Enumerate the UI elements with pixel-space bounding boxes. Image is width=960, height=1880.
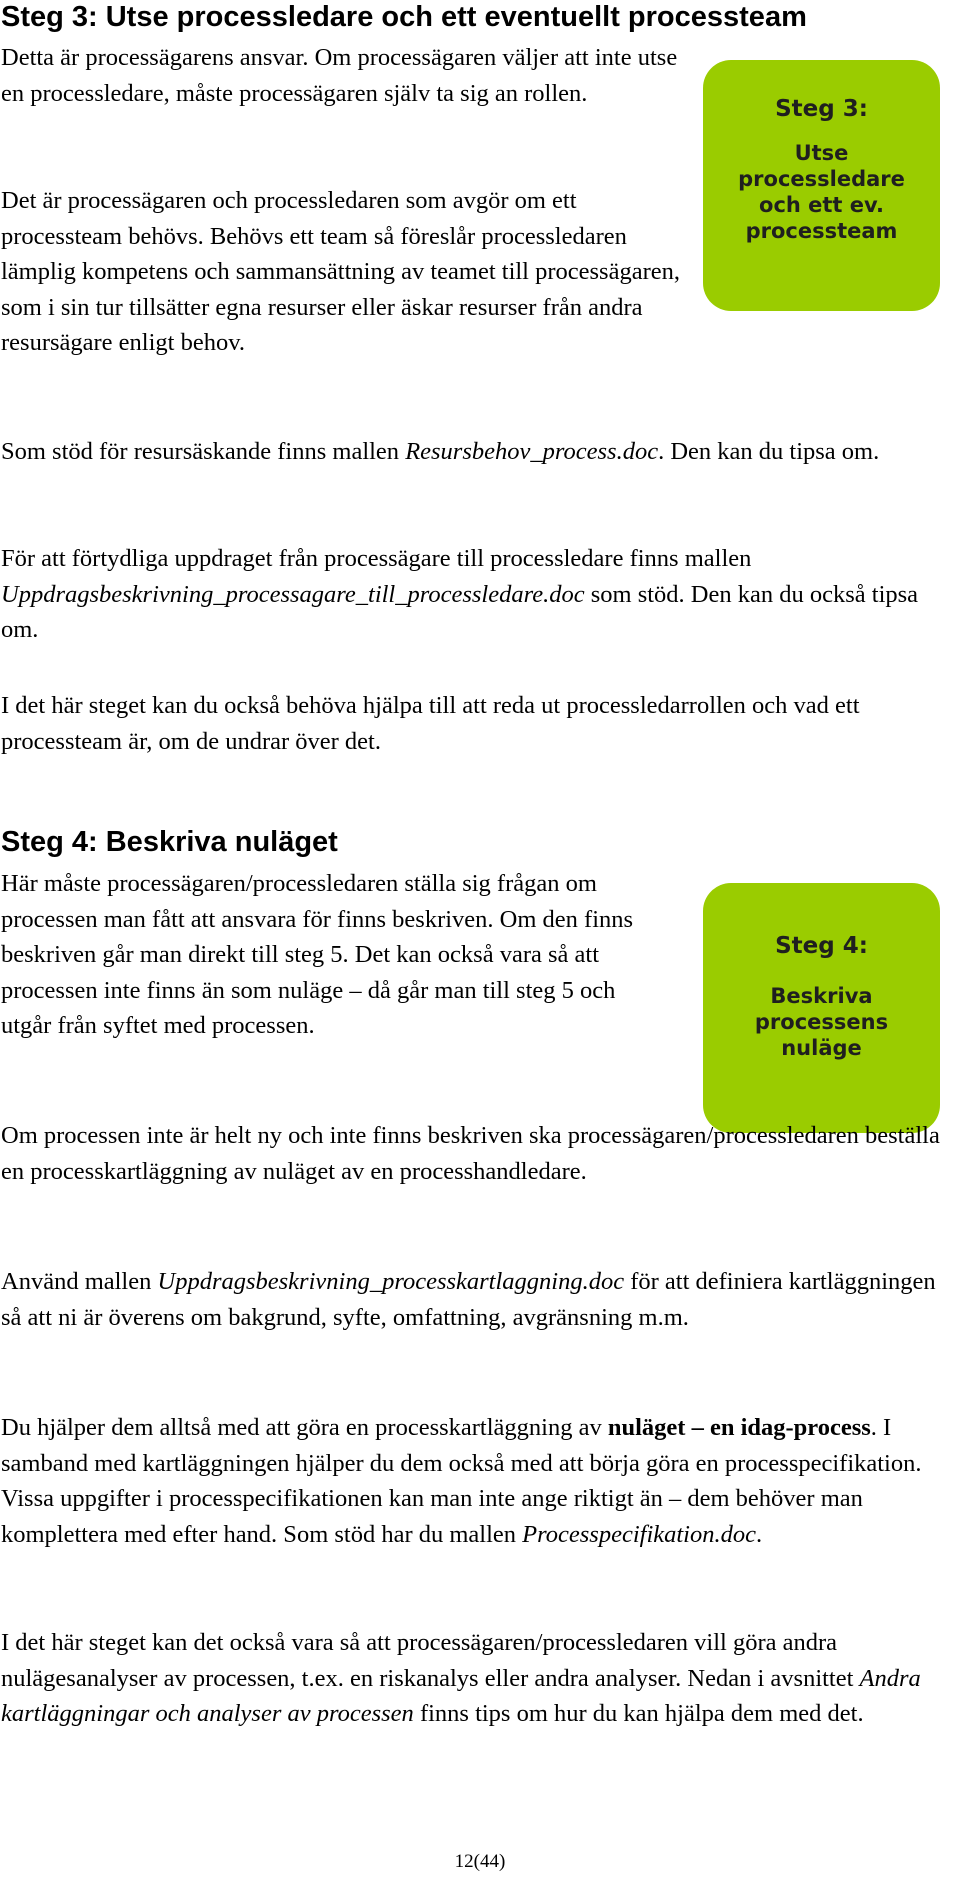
step3-heading: Steg 3: Utse processledare och ett eventuellt processteam xyxy=(1,1,807,33)
step4-badge-line: Beskriva xyxy=(770,984,873,1008)
step4-paragraph-3: Använd mallen Uppdragsbeskrivning_processkartlaggning.doc för att definiera kartläggningen så att ni är överens om bakgrund, syfte, omfattning, avgränsning m.m. xyxy=(1,1268,936,1331)
step4-paragraph-4: Du hjälper dem alltså med att göra en processkartläggning av nuläget – en idag-process. I samband med kartläggningen hjälper du dem också med att börja göra en processpecifikation. Vissa uppgifter i processpecifikationen kan man inte ange riktigt än – dem behöver man komplettera med efter hand. Som stöd har du mallen Processpecifikation.doc. xyxy=(1,1414,922,1548)
step4-heading: Steg 4: Beskriva nuläget xyxy=(1,826,338,858)
step3-badge-line: processteam xyxy=(745,219,898,243)
file-reference: Uppdragsbeskrivning_processkartlaggning.doc xyxy=(157,1268,625,1295)
step3-badge-line: Utse xyxy=(794,141,849,165)
page-number: 12(44) xyxy=(454,1851,506,1872)
step4-badge-line: processens xyxy=(754,1010,889,1034)
step3-paragraph-2: Det är processägaren och processledaren som avgör om ett processteam behövs. Behövs ett team så föreslår processledaren lämplig kompetens och sammansättning av teamet till processägaren, som i sin tur tillsätter egna resurser eller äskar resurser från andra resursägare enligt behov. xyxy=(1,187,681,357)
section-reference: Andra kartläggningar och analyser av processen xyxy=(1,1664,921,1728)
step3-badge-step: Steg 3: xyxy=(775,96,868,122)
step3-badge-line: och ett ev. xyxy=(759,193,884,217)
file-reference: Resursbehov_process.doc xyxy=(405,438,659,465)
step4-badge xyxy=(703,883,940,1133)
step4-badge-step: Steg 4: xyxy=(775,933,868,959)
step4-paragraph-5: I det här steget kan det också vara så att processägaren/processledaren vill göra andra nulägesanalyser av processen, t.ex. en riskanalys eller andra analyser. Nedan i avsnittet Andra kartläggningar och analyser av processen finns tips om hur du kan hjälpa dem med det. xyxy=(1,1629,921,1728)
file-reference: Uppdragsbeskrivning_processagare_till_processledare.doc xyxy=(1,580,585,608)
step3-paragraph-1: Detta är processägarens ansvar. Om processägaren väljer att inte utse en processledare, måste processägaren själv ta sig an rollen. xyxy=(1,44,678,107)
step4-paragraph-2: Om processen inte är helt ny och inte finns beskriven ska processägaren/processledaren beställa en processkartläggning av nuläget av en processhandledare. xyxy=(1,1122,940,1185)
step3-paragraph-3: Som stöd för resursäskande finns mallen Resursbehov_process.doc. Den kan du tipsa om. xyxy=(1,438,880,465)
step3-badge-line: processledare xyxy=(738,167,905,191)
step3-paragraph-5: I det här steget kan du också behöva hjälpa till att reda ut processledarrollen och vad ett processteam är, om de undrar över det. xyxy=(1,692,860,755)
step3-paragraph-4: För att förtydliga uppdraget från processägare till processledare finns mallen Uppdragsbeskrivning_processagare_till_processledare.doc som stöd. Den kan du också tipsa om. xyxy=(1,545,919,644)
step4-paragraph-1: Här måste processägaren/processledaren ställa sig frågan om processen man fått att ansvara för finns beskriven. Om den finns beskriven går man direkt till steg 5. Det kan också vara så att processen inte finns än som nuläge – då går man till steg 5 och utgår från syftet med processen. xyxy=(1,870,634,1040)
step3-badge xyxy=(703,60,940,311)
emphasis-text: nuläget – en idag-process xyxy=(607,1414,871,1441)
step4-badge-line: nuläge xyxy=(781,1036,862,1060)
file-reference: Processpecifikation.doc xyxy=(522,1520,756,1548)
